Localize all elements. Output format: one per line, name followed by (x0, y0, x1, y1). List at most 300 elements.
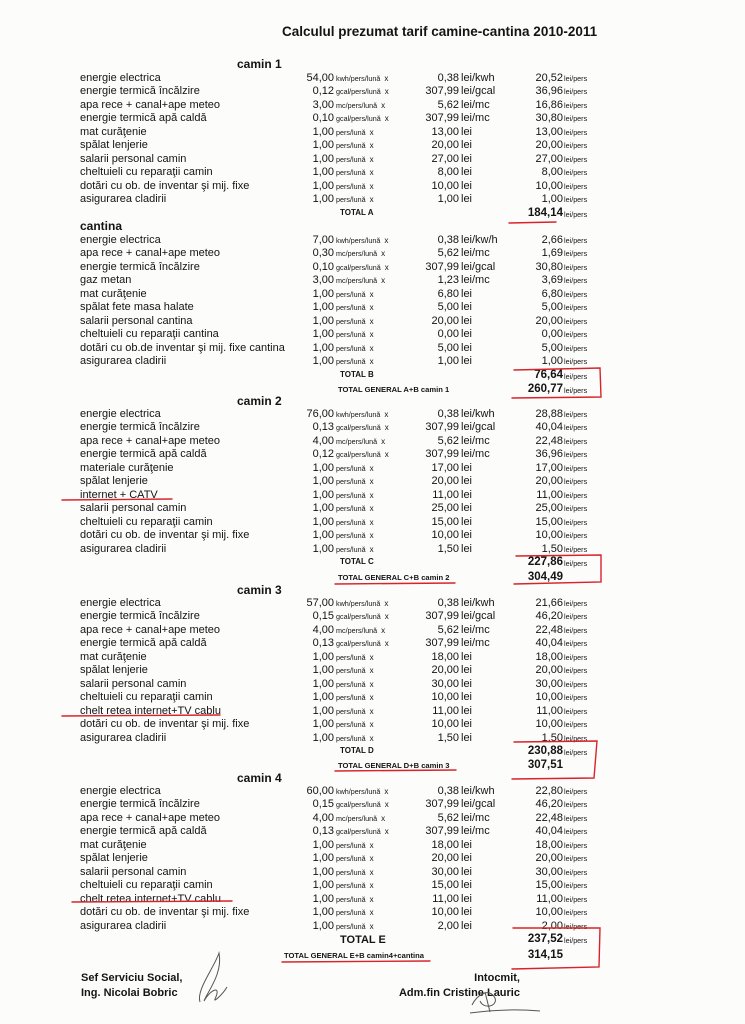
item-unit-label: pers/lună (336, 181, 366, 191)
item-name: chelt retea internet+TV cablu (80, 704, 221, 717)
price-unit: lei (461, 193, 473, 206)
item-unit-label: pers/lună (336, 544, 366, 554)
item-price: 0,00 (437, 328, 459, 341)
item-quantity: 1,00 (312, 355, 334, 368)
price-unit: lei/mc (461, 448, 490, 461)
general-total-unit: lei/pers (564, 386, 588, 395)
item-value: 10,00 (535, 906, 563, 919)
multiply-sign: x (369, 720, 374, 730)
item-price: 27,00 (431, 152, 459, 165)
item-unit-label: pers/lună (336, 666, 366, 676)
general-total-value: 307,51 (527, 759, 563, 771)
item-price: 5,62 (437, 811, 459, 824)
underline-chelt-retea-4 (72, 901, 232, 902)
price-unit: lei (461, 906, 473, 919)
item-unit-label: pers/lună (336, 840, 366, 850)
price-unit: lei (461, 301, 473, 314)
price-unit: lei/mc (461, 112, 490, 125)
price-unit: lei/kwh (461, 597, 495, 609)
multiply-sign: x (369, 357, 374, 367)
item-unit-label: pers/lună (336, 517, 366, 527)
item-name: asigurarea cladirii (80, 919, 167, 932)
item-value: 22,48 (535, 623, 563, 636)
multiply-sign: x (369, 854, 374, 864)
multiply-sign: x (384, 827, 389, 837)
value-unit: lei/pers (564, 154, 588, 164)
value-unit: lei/pers (564, 168, 588, 178)
item-quantity: 4,00 (312, 811, 334, 824)
item-name: mat curăţenie (80, 125, 147, 138)
item-price: 11,00 (432, 892, 459, 905)
item-value: 30,80 (535, 260, 563, 273)
price-unit: lei/gcal (461, 610, 496, 623)
general-total-label: TOTAL GENERAL D+B camin 3 (338, 761, 450, 770)
item-name: energie termică apă caldă (80, 112, 207, 125)
price-unit: lei/gcal (461, 85, 496, 98)
item-value: 40,04 (535, 637, 563, 650)
price-unit: lei (461, 287, 473, 300)
item-price: 0,38 (437, 785, 459, 797)
item-quantity: 1,00 (312, 515, 334, 528)
item-unit-label: pers/lună (336, 195, 366, 205)
value-unit: lei/pers (564, 706, 588, 716)
item-price: 10,00 (431, 906, 459, 919)
item-name: asigurarea cladirii (80, 355, 167, 368)
item-price: 5,00 (437, 341, 459, 354)
value-unit: lei/pers (564, 921, 588, 931)
item-price: 307,99 (425, 448, 459, 461)
multiply-sign: x (384, 639, 389, 649)
item-price: 11,00 (432, 488, 459, 501)
price-unit: lei (461, 314, 473, 327)
item-value: 20,00 (535, 475, 563, 488)
multiply-sign: x (369, 316, 374, 326)
multiply-sign: x (384, 450, 389, 460)
value-unit: lei/pers (564, 423, 588, 433)
multiply-sign: x (381, 100, 386, 110)
item-value: 18,00 (535, 838, 563, 851)
item-unit-label: gcal/pers/lună (336, 800, 381, 810)
item-name: cheltuieli cu reparaţii camin (80, 166, 213, 179)
value-unit: lei/pers (564, 303, 588, 313)
section-total-label: TOTAL D (340, 746, 374, 755)
bracket-totals-camin1 (512, 368, 601, 398)
item-value: 1,00 (541, 193, 563, 206)
item-value: 10,00 (535, 691, 563, 704)
item-quantity: 1,00 (312, 166, 334, 179)
item-quantity: 1,00 (312, 704, 334, 717)
item-quantity: 1,00 (312, 865, 334, 878)
item-value: 1,50 (541, 542, 563, 555)
price-unit: lei (461, 677, 473, 690)
price-unit: lei (461, 731, 473, 744)
item-value: 8,00 (541, 166, 563, 179)
item-value: 20,00 (535, 139, 563, 152)
value-unit: lei/pers (564, 787, 588, 796)
multiply-sign: x (369, 894, 374, 904)
price-unit: lei (461, 139, 473, 152)
value-unit: lei/pers (564, 666, 588, 676)
item-quantity: 1,00 (312, 179, 334, 192)
multiply-sign: x (369, 531, 374, 541)
general-total-value: 314,15 (527, 949, 563, 961)
item-name: gaz metan (80, 274, 132, 287)
item-unit-label: pers/lună (336, 343, 366, 353)
item-quantity: 1,00 (312, 906, 334, 919)
multiply-sign: x (369, 921, 374, 931)
item-unit-label: pers/lună (336, 330, 366, 340)
bracket-totals-camin3 (512, 741, 597, 779)
signature-right (470, 992, 540, 1013)
item-name: mat curăţenie (80, 287, 147, 300)
multiply-sign: x (381, 625, 386, 635)
item-unit-label: pers/lună (336, 477, 366, 487)
price-unit: lei (461, 125, 473, 138)
item-unit-label: pers/lună (336, 303, 366, 313)
item-name: energie termică apă caldă (80, 448, 207, 461)
item-unit-label: pers/lună (336, 854, 366, 864)
item-name: energie electrica (80, 597, 161, 609)
item-quantity: 54,00 (306, 72, 334, 84)
item-unit-label: pers/lună (336, 127, 366, 137)
item-name: spălat lenjerie (80, 852, 148, 865)
item-name: salarii personal camin (80, 865, 187, 878)
price-unit: lei/gcal (461, 260, 496, 273)
item-price: 1,50 (437, 542, 459, 555)
price-unit: lei (461, 718, 473, 731)
item-quantity: 0,10 (312, 260, 334, 273)
value-unit: lei/pers (564, 330, 588, 340)
item-price: 20,00 (431, 475, 459, 488)
price-unit: lei (461, 919, 473, 932)
item-quantity: 1,00 (312, 328, 334, 341)
multiply-sign: x (369, 168, 374, 178)
item-unit-label: pers/lună (336, 141, 366, 151)
item-quantity: 3,00 (312, 98, 334, 111)
item-price: 0,38 (437, 72, 459, 84)
price-unit: lei/mc (461, 811, 490, 824)
multiply-sign: x (369, 679, 374, 689)
underline-general-e (282, 961, 430, 962)
item-price: 5,00 (437, 301, 459, 314)
general-total-value: 304,49 (527, 571, 563, 583)
item-quantity: 4,00 (312, 623, 334, 636)
item-unit-label: kwh/pers/lună (336, 236, 381, 245)
multiply-sign: x (369, 666, 374, 676)
item-quantity: 1,00 (312, 125, 334, 138)
multiply-sign: x (384, 787, 389, 796)
section-total-unit: lei/pers (564, 372, 588, 381)
item-value: 20,00 (535, 664, 563, 677)
item-quantity: 1,00 (312, 301, 334, 314)
item-price: 307,99 (425, 798, 459, 811)
multiply-sign: x (369, 127, 374, 137)
price-unit: lei/mc (461, 623, 490, 636)
item-value: 5,00 (541, 301, 563, 314)
item-name: spălat lenjerie (80, 475, 148, 488)
value-unit: lei/pers (564, 867, 588, 877)
value-unit: lei/pers (564, 262, 588, 272)
value-unit: lei/pers (564, 504, 588, 514)
multiply-sign: x (384, 87, 389, 97)
item-value: 40,04 (535, 825, 563, 838)
item-name: dotări cu ob. de inventar şi mij. fixe (80, 718, 250, 731)
value-unit: lei/pers (564, 599, 588, 608)
item-unit-label: pers/lună (336, 504, 366, 514)
multiply-sign: x (369, 181, 374, 191)
price-unit: lei (461, 691, 473, 704)
price-unit: lei (461, 865, 473, 878)
value-unit: lei/pers (564, 477, 588, 487)
value-unit: lei/pers (564, 181, 588, 191)
item-quantity: 0,12 (312, 448, 334, 461)
item-name: apa rece + canal+ape meteo (80, 434, 221, 447)
price-unit: lei (461, 488, 473, 501)
value-unit: lei/pers (564, 881, 588, 891)
item-quantity: 1,00 (312, 664, 334, 677)
price-unit: lei/kwh (461, 72, 495, 84)
item-price: 307,99 (425, 610, 459, 623)
signer-role-right: Intocmit, (474, 972, 520, 984)
item-value: 2,66 (541, 234, 563, 246)
item-unit-label: kwh/pers/lună (336, 410, 381, 419)
item-quantity: 1,00 (312, 892, 334, 905)
item-quantity: 0,12 (312, 85, 334, 98)
multiply-sign: x (369, 490, 374, 500)
value-unit: lei/pers (564, 854, 588, 864)
item-name: energie electrica (80, 785, 161, 797)
item-price: 307,99 (425, 825, 459, 838)
price-unit: lei/mc (461, 98, 490, 111)
value-unit: lei/pers (564, 316, 588, 326)
section-title: camin 3 (237, 583, 282, 597)
section-title: camin 1 (237, 57, 282, 71)
item-quantity: 1,00 (312, 838, 334, 851)
value-unit: lei/pers (564, 517, 588, 527)
item-price: 5,62 (437, 623, 459, 636)
general-total-label: TOTAL GENERAL C+B camin 2 (338, 573, 450, 582)
item-unit-label: pers/lună (336, 720, 366, 730)
item-name: spălat lenjerie (80, 664, 148, 677)
multiply-sign: x (381, 249, 386, 259)
item-value: 11,00 (536, 892, 563, 905)
multiply-sign: x (369, 693, 374, 703)
item-price: 30,00 (431, 677, 459, 690)
bracket-totals-camin4 (512, 928, 600, 969)
document-title: Calculul prezumat tarif camine-cantina 2010-2011 (282, 24, 598, 39)
multiply-sign: x (369, 733, 374, 743)
section-total-value: 230,88 (527, 745, 563, 757)
item-price: 20,00 (431, 139, 459, 152)
multiply-sign: x (384, 410, 389, 419)
item-quantity: 1,00 (312, 314, 334, 327)
item-quantity: 0,10 (312, 112, 334, 125)
item-price: 5,62 (437, 247, 459, 260)
item-price: 1,00 (437, 355, 459, 368)
item-price: 30,00 (431, 865, 459, 878)
price-unit: lei/kw/h (461, 234, 498, 246)
section-total-unit: lei/pers (564, 559, 588, 568)
item-price: 307,99 (425, 112, 459, 125)
item-quantity: 1,00 (312, 152, 334, 165)
item-quantity: 0,15 (312, 798, 334, 811)
item-name: dotări cu ob. de inventar şi mij. fixe (80, 179, 250, 192)
item-quantity: 1,00 (312, 475, 334, 488)
section-total-unit: lei/pers (564, 210, 588, 219)
item-name: spălat fete masa halate (80, 301, 194, 314)
section-title: camin 2 (237, 394, 282, 408)
item-unit-label: pers/lună (336, 168, 366, 178)
item-value: 20,00 (535, 314, 563, 327)
multiply-sign: x (369, 477, 374, 487)
multiply-sign: x (369, 343, 374, 353)
price-unit: lei (461, 529, 473, 542)
item-price: 2,00 (437, 919, 459, 932)
item-quantity: 76,00 (306, 408, 334, 420)
value-unit: lei/pers (564, 100, 588, 110)
item-value: 21,66 (535, 597, 563, 609)
item-name: asigurarea cladirii (80, 542, 167, 555)
multiply-sign: x (369, 141, 374, 151)
value-unit: lei/pers (564, 450, 588, 460)
signer-name-right: Adm.fin Cristine Lauric (398, 987, 520, 999)
price-unit: lei (461, 704, 473, 717)
item-quantity: 1,00 (312, 287, 334, 300)
item-unit-label: kwh/pers/lună (336, 599, 381, 608)
item-value: 27,00 (535, 152, 563, 165)
value-unit: lei/pers (564, 436, 588, 446)
section-title: camin 4 (237, 771, 282, 785)
item-quantity: 1,00 (312, 718, 334, 731)
price-unit: lei (461, 664, 473, 677)
item-value: 10,00 (535, 718, 563, 731)
item-unit-label: pers/lună (336, 490, 366, 500)
value-unit: lei/pers (564, 827, 588, 837)
item-value: 10,00 (535, 179, 563, 192)
item-name: mat curăţenie (80, 650, 147, 663)
value-unit: lei/pers (564, 87, 588, 97)
item-price: 15,00 (431, 879, 459, 892)
multiply-sign: x (369, 463, 374, 473)
item-price: 18,00 (431, 838, 459, 851)
item-price: 8,00 (437, 166, 459, 179)
item-value: 11,00 (536, 488, 563, 501)
item-value: 18,00 (535, 650, 563, 663)
value-unit: lei/pers (564, 276, 588, 286)
value-unit: lei/pers (564, 236, 588, 245)
value-unit: lei/pers (564, 195, 588, 205)
item-name: salarii personal camin (80, 502, 187, 515)
item-quantity: 1,00 (312, 461, 334, 474)
underline-total-a (509, 222, 556, 223)
item-quantity: 1,00 (312, 919, 334, 932)
value-unit: lei/pers (564, 531, 588, 541)
item-name: apa rece + canal+ape meteo (80, 811, 221, 824)
item-price: 6,80 (437, 287, 459, 300)
item-name: mat curăţenie (80, 838, 147, 851)
multiply-sign: x (369, 881, 374, 891)
price-unit: lei (461, 852, 473, 865)
item-price: 0,38 (437, 234, 459, 246)
item-price: 10,00 (431, 529, 459, 542)
item-quantity: 1,00 (312, 852, 334, 865)
section-total-label: TOTAL E (340, 934, 386, 946)
item-unit-label: pers/lună (336, 531, 366, 541)
item-unit-label: mc/pers/lună (336, 276, 378, 286)
item-price: 11,00 (432, 704, 459, 717)
item-quantity: 1,00 (312, 542, 334, 555)
price-unit: lei (461, 502, 473, 515)
red-pen-marks (62, 222, 601, 969)
item-unit-label: pers/lună (336, 154, 366, 164)
price-unit: lei/kwh (461, 785, 495, 797)
multiply-sign: x (384, 800, 389, 810)
item-quantity: 7,00 (312, 234, 334, 246)
value-unit: lei/pers (564, 894, 588, 904)
item-unit-label: mc/pers/lună (336, 100, 378, 110)
item-name: dotări cu ob.de inventar şi mij. fixe cantina (80, 341, 285, 354)
multiply-sign: x (369, 652, 374, 662)
item-name: asigurarea cladirii (80, 193, 167, 206)
item-value: 5,00 (541, 341, 563, 354)
multiply-sign: x (369, 706, 374, 716)
item-price: 1,23 (437, 274, 459, 287)
value-unit: lei/pers (564, 343, 588, 353)
price-unit: lei (461, 355, 473, 368)
price-unit: lei/mc (461, 274, 490, 287)
item-price: 17,00 (431, 461, 459, 474)
item-name: internet + CATV (80, 488, 158, 501)
multiply-sign: x (381, 813, 386, 823)
item-price: 0,38 (437, 408, 459, 420)
multiply-sign: x (369, 908, 374, 918)
item-price: 5,62 (437, 98, 459, 111)
multiply-sign: x (384, 262, 389, 272)
item-value: 17,00 (535, 461, 563, 474)
item-value: 30,00 (535, 865, 563, 878)
item-name: dotări cu ob. de inventar şi mij. fixe (80, 529, 250, 542)
item-unit-label: pers/lună (336, 693, 366, 703)
item-quantity: 1,00 (312, 502, 334, 515)
general-total-label: TOTAL GENERAL A+B camin 1 (338, 385, 450, 394)
item-name: energie termică apă caldă (80, 637, 207, 650)
item-value: 46,20 (535, 610, 563, 623)
item-quantity: 60,00 (306, 785, 334, 797)
item-price: 307,99 (425, 421, 459, 434)
item-value: 3,69 (541, 274, 563, 287)
multiply-sign: x (369, 289, 374, 299)
item-price: 20,00 (431, 314, 459, 327)
item-unit-label: gcal/pers/lună (336, 450, 381, 460)
item-unit-label: pers/lună (336, 733, 366, 743)
item-name: energie termică încălzire (80, 610, 200, 623)
multiply-sign: x (381, 276, 386, 286)
item-unit-label: gcal/pers/lună (336, 827, 381, 837)
item-name: apa rece + canal+ape meteo (80, 623, 221, 636)
item-price: 5,62 (437, 434, 459, 447)
item-quantity: 1,00 (312, 488, 334, 501)
item-quantity: 57,00 (306, 597, 334, 609)
multiply-sign: x (369, 154, 374, 164)
section-total-unit: lei/pers (564, 748, 588, 757)
value-unit: lei/pers (564, 733, 588, 743)
item-name: materiale curăţenie (80, 461, 174, 474)
item-name: spălat lenjerie (80, 139, 148, 152)
item-unit-label: gcal/pers/lună (336, 262, 381, 272)
multiply-sign: x (369, 867, 374, 877)
price-unit: lei/mc (461, 434, 490, 447)
price-unit: lei (461, 542, 473, 555)
